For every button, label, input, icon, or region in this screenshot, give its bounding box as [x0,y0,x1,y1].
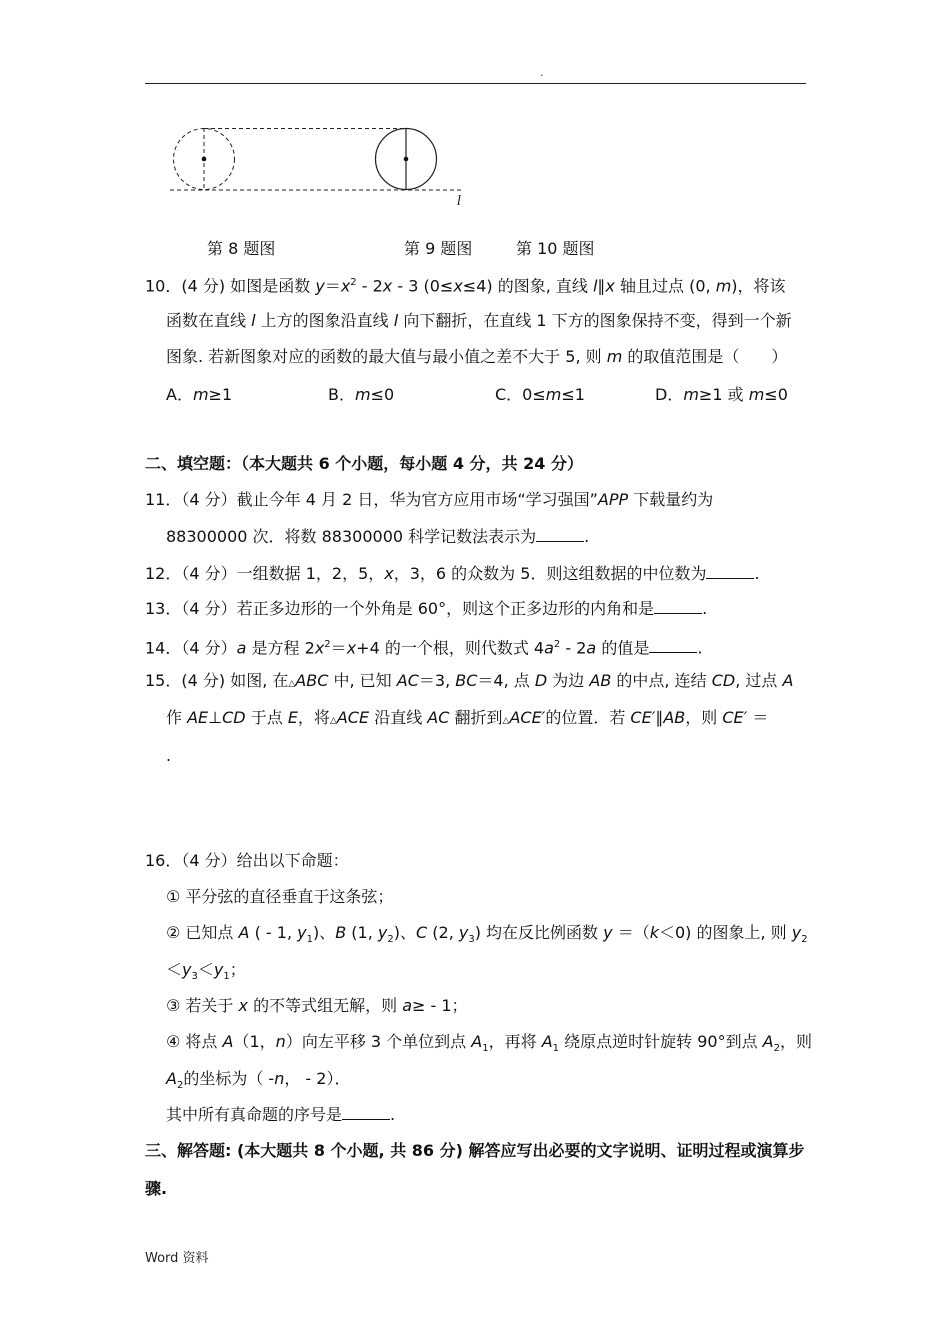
q16-prop2: ② 已知点 A ( - 1, $y_1$)、B (1, $y_2$)、C (2, $y_3$) 均在反比例函数 y ＝（k＜0) 的图象上, 则 $y_2$ [166,923,808,946]
q14-line: 14．（4 分）a 是方程 $2x^2=x+4$ 的一个根，则代数式 $4a^2 - 2a$ 的值是 . [145,638,703,658]
q16-title: 16．（4 分）给出以下命题： [145,851,349,870]
footer-text: Word 资料 [145,1251,209,1266]
caption-fig10: 第 10 题图 [516,239,595,258]
q12-line: 12．（4 分）一组数据 1，2，5，x，3，6 的众数为 5．则这组数据的中位数为 . [145,564,760,583]
q10-choice-b: B．m≤0 [328,385,395,404]
answer-blank[interactable] [536,527,584,542]
q11-line1: 11．（4 分）截止今年 4 月 2 日，华为官方应用市场“学习强国”APP 下载量约为 [145,490,714,509]
q10-line1: 10．(4 分) 如图是函数 $y=x^2 - 2x - 3$ (0≤x≤4) 的图象, 直线 l∥x 轴且过点 (0, m)，将该 [145,276,786,296]
answer-blank[interactable] [654,599,702,614]
section2-heading: 二、填空题：（本大题共 6 个小题，每小题 4 分，共 24 分） [145,454,583,473]
line-l-label: l [457,194,462,209]
q10-choice-a: A．m≥1 [166,385,233,404]
q15-line2: 作 AE⊥CD 于点 E，将△ACE 沿直线 AC 翻折到△ACE′的位置．若 CE′∥AB，则 CE′ ＝ [166,708,769,727]
answer-blank[interactable] [649,638,697,653]
q10-choice-c: C．0≤m≤1 [495,385,585,404]
section3-heading-cont: 骤. [145,1179,168,1198]
q16-prop3: ③ 若关于 x 的不等式组无解，则 a≥ - 1； [166,996,468,1015]
center-dot-right [404,157,409,162]
caption-fig8: 第 8 题图 [207,239,276,258]
caption-fig9: 第 9 题图 [404,239,473,258]
q10-choice-d: D．m≥1 或 m≤0 [655,385,788,404]
figure-circles [160,118,480,213]
q16-prop4-cont: $A_2$的坐标为（ -n， - 2）． [166,1069,351,1092]
q16-prop4: ④ 将点 A（1，n）向左平移 3 个单位到点 $A_1$，再将 $A_1$ 绕原点逆时针旋转 90°到点 $A_2$，则 [166,1032,813,1055]
header-dot: . [540,66,544,79]
section3-heading: 三、解答题: (本大题共 8 个小题, 共 86 分) 解答应写出必要的文字说明、证明过程或演算步 [145,1141,805,1160]
q15-line1: 15．(4 分) 如图, 在△ABC 中, 已知 AC＝3, BC＝4, 点 D 为边 AB 的中点, 连结 CD, 过点 A [145,671,794,690]
answer-blank[interactable] [706,564,754,579]
q16-prop1: ① 平分弦的直径垂直于这条弦； [166,887,394,906]
q15-line3: . [166,746,172,765]
q16-prop2-cont: $<y_3<y_1$； [166,960,246,983]
q10-line3: 图象. 若新图象对应的函数的最大值与最小值之差不大于 5, 则 m 的取值范围是（ ） [166,347,788,366]
q10-line2: 函数在直线 l 上方的图象沿直线 l 向下翻折，在直线 1 下方的图象保持不变，得到一个新 [166,311,792,330]
q11-line2: 88300000 次．将数 88300000 科学记数法表示为 . [166,527,590,546]
q16-question: 其中所有真命题的序号是 . [166,1105,396,1124]
q13-line: 13．（4 分）若正多边形的一个外角是 60°，则这个正多边形的内角和是 . [145,599,708,618]
answer-blank[interactable] [342,1105,390,1120]
center-dot-left [202,157,207,162]
header-rule [145,83,806,84]
